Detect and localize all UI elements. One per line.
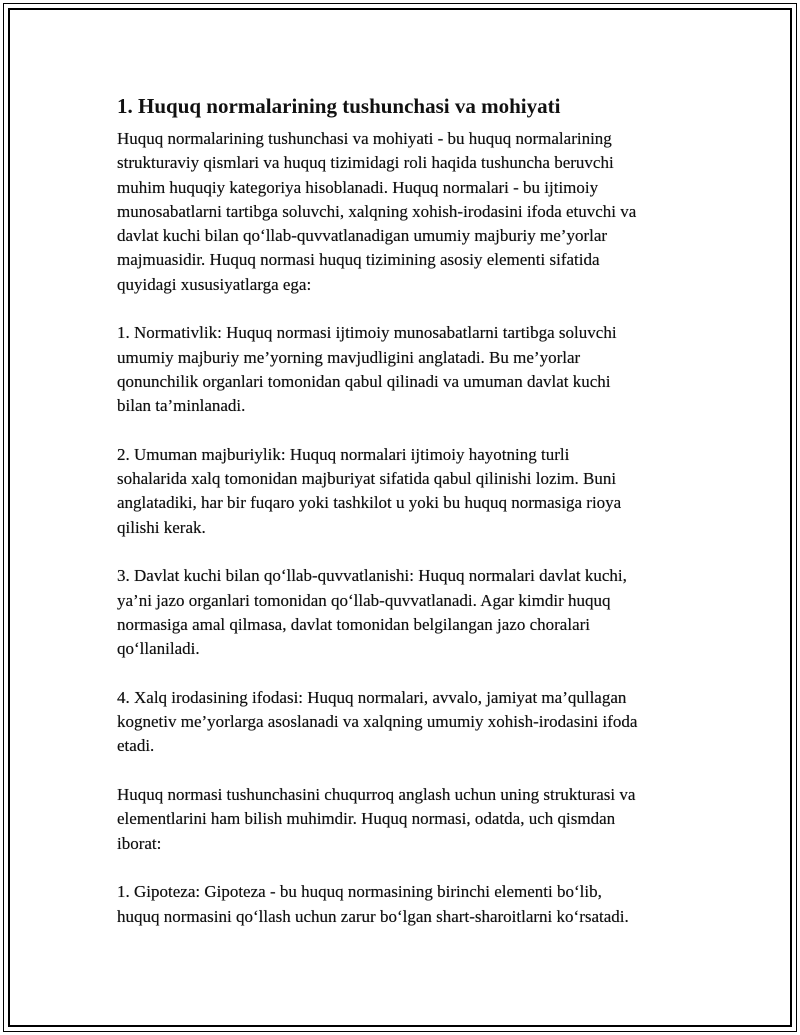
intro-paragraph: Huquq normalarining tushunchasi va mohiyati - bu huquq normalarining strukturaviy qismlari va huquq tizimidagi roli haqida tushuncha beruvchi muhim huquqiy kategoriya hisoblanadi. Huquq normalari - bu ijtimoiy munosabatlarni tartibga soluvchi, xalqning xohish-irodasini ifoda etuvchi va davlat kuchi bilan qo‘llab-quvvatlanadigan umumiy majburiy me’yorlar majmuasidir. Huquq normasi huquq tizimining asosiy elementi sifatida quyidagi xususiyatlarga ega: — [117, 129, 637, 294]
paragraph-umuman-majburiylik: 2. Umuman majburiylik: Huquq normalari ijtimoiy hayotning turli sohalarida xalq tomonidan majburiyat sifatida qabul qilinishi lozim. Buni anglatadiki, har bir fuqaro yoki tashkilot u yoki bu huquq normasiga rioya qilishi kerak. — [117, 444, 622, 537]
paragraph-normativlik: 1. Normativlik: Huquq normasi ijtimoiy munosabatlarni tartibga soluvchi umumiy majburiy me’yorning mavjudligini anglatadi. Bu me’yorlar qonunchilik organlari tomonidan qabul qilinadi va umuman davlat kuchi bilan ta’minlanadi. — [117, 323, 617, 416]
paragraph-struktura: Huquq normasi tushunchasini chuqurroq anglash uchun uning strukturasi va elementlarini ham bilish muhimdir. Huquq normasi, odatda, uch qismdan iborat: — [117, 785, 636, 853]
paragraph-davlat-kuchi: 3. Davlat kuchi bilan qo‘llab-quvvatlanishi: Huquq normalari davlat kuchi, ya’ni jazo organlari tomonidan qo‘llab-quvvatlanadi. Agar kimdir huquq normasiga amal qilmasa, davlat tomonidan belgilangan jazo choralari qo‘llaniladi. — [117, 566, 627, 659]
paragraph-xalq-irodasi: 4. Xalq irodasining ifodasi: Huquq normalari, avvalo, jamiyat ma’qullagan kognetiv me’yorlarga asoslanadi va xalqning umumiy xohish-irodasini ifoda etadi. — [117, 687, 638, 756]
section-title: 1. Huquq normalarining tushunchasi va mohiyati — [117, 94, 561, 118]
paragraph-gipoteza: 1. Gipoteza: Gipoteza - bu huquq normasining birinchi elementi bo‘lib, huquq normasini qo‘llash uchun zarur bo‘lgan shart-sharoitlarni ko‘rsatadi. — [117, 882, 629, 926]
document-body — [117, 92, 697, 953]
